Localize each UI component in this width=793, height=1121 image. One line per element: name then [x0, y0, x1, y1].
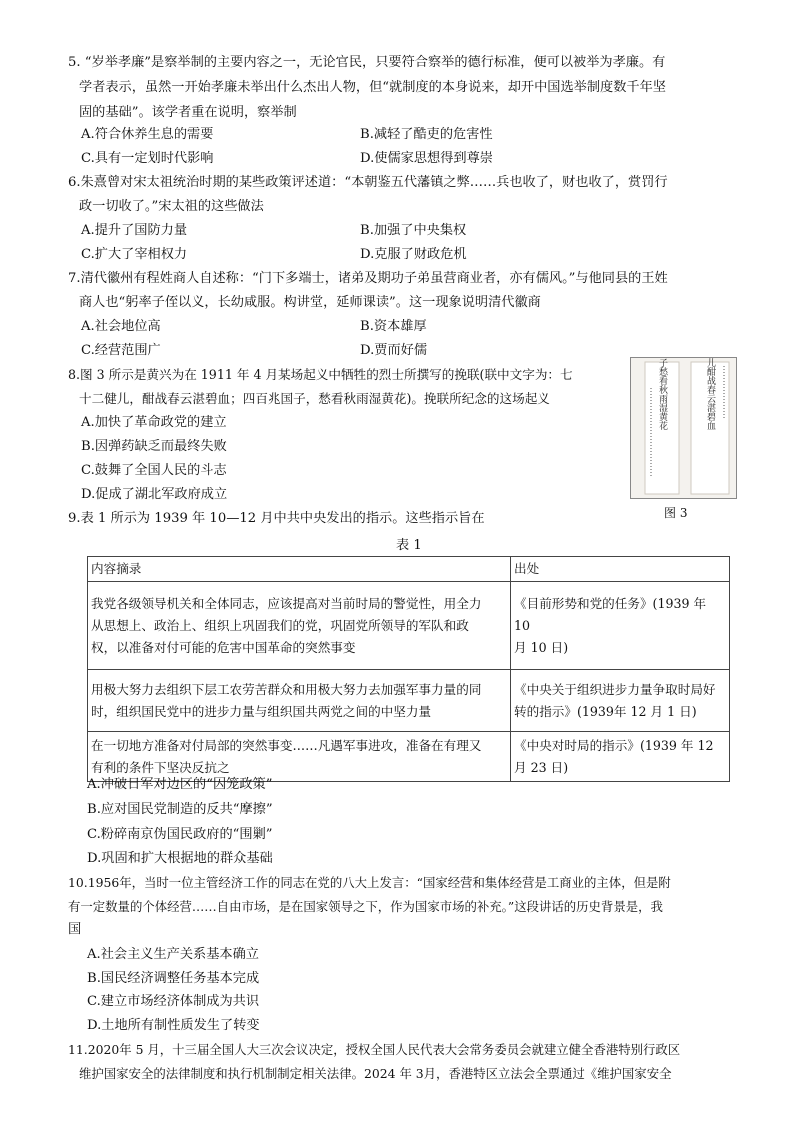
- q5-option-c: C.具有一定划时代影响: [81, 151, 214, 166]
- table-header-row: [88, 557, 730, 582]
- q7-option-c: C.经营范围广: [81, 343, 161, 358]
- q6-option-a: A.提升了国防力量: [81, 223, 188, 238]
- q10-option-a: A.社会主义生产关系基本确立: [87, 947, 259, 962]
- q7-option-d: D.贾而好儒: [360, 343, 428, 358]
- cell-line: 《中央关于组织进步力量争取时局好: [514, 681, 716, 697]
- q5-stem-line-3: 固的基础”。该学者重在说明，察举制: [79, 105, 297, 120]
- table-row: [88, 582, 730, 670]
- q6-stem-line-2: 政一切收了。”宋太祖的这些做法: [79, 199, 264, 214]
- table-caption: 表 1: [396, 538, 422, 553]
- cell-line: 月 10 日): [514, 639, 569, 655]
- q10-stem-line-3: 国: [68, 922, 82, 937]
- table-row: [88, 670, 730, 732]
- q5-stem-line-2: 学者表示，虽然一开始孝廉未举出什么杰出人物，但“就制度的本身说来，却开中国选举制度数千年坚: [79, 80, 666, 95]
- q8-option-c: C.鼓舞了全国人民的斗志: [81, 463, 227, 478]
- q9-option-b: B.应对国民党制造的反共“摩擦”: [87, 802, 273, 817]
- figure-caption: 图 3: [664, 506, 688, 520]
- table-row: [88, 732, 730, 782]
- couplet-photo: [630, 357, 737, 499]
- q8-stem-line-2: 十二健儿，酣战春云湛碧血；四百兆国子，愁看秋雨湿黄花)。挽联所纪念的这场起义: [79, 391, 550, 406]
- cell-line: 有利的条件下坚决反抗之: [91, 759, 230, 775]
- q10-option-b: B.国民经济调整任务基本完成: [87, 971, 260, 986]
- q9-option-d: D.巩固和扩大根据地的群众基础: [87, 851, 273, 866]
- q11-stem-line-2: 维护国家安全的法律制度和执行机制制定相关法律。2024 年 3月，香港特区立法会全票通过《维护国家安全: [79, 1066, 672, 1081]
- cell-line: 《目前形势和党的任务》(1939 年 10: [514, 595, 707, 633]
- q5-option-d: D.使儒家思想得到尊崇: [360, 151, 493, 166]
- table-cell-source: [511, 732, 730, 782]
- q7-option-b: B.资本雄厚: [360, 319, 427, 334]
- q10-stem-line-2: 有一定数量的个体经营……自由市场，是在国家领导之下，作为国家市场的补充。”这段讲话的历史背景是，我: [68, 899, 663, 914]
- table-header-source: 出处: [511, 557, 730, 582]
- q7-stem-line-1: 7.清代徽州有程姓商人自述称：“门下多端士，诸弟及期功子弟虽营商业者，亦有儒风。”与他同县的王姓: [68, 271, 668, 286]
- q8-option-d: D.促成了湖北军政府成立: [81, 487, 228, 502]
- couplet-left-text: 四百兆国子愁看秋雨湿黄花: [657, 358, 667, 430]
- table-cell-content: [88, 732, 511, 782]
- q11-stem-line-1: 11.2020年 5 月，十三届全国人大三次会议决定，授权全国人民代表大会常务委员会就建立健全香港特别行政区: [68, 1042, 681, 1057]
- q9-option-a: A.冲破日军对边区的“囚笼政策”: [87, 777, 273, 792]
- table-cell-content: [88, 582, 511, 670]
- cell-line: 权，以准备对付可能的危害中国革命的突然事变: [91, 639, 356, 655]
- q10-option-d: D.土地所有制性质发生了转变: [87, 1018, 260, 1033]
- q8-option-b: B.因弹药缺乏而最终失败: [81, 439, 227, 454]
- couplet-right-text: 七十二健儿酣战春云湛碧血: [705, 358, 715, 430]
- table-cell-source: [511, 670, 730, 732]
- table-cell-content: [88, 670, 511, 732]
- cell-line: 转的指示》(1939年 12 月 1 日): [514, 703, 697, 719]
- table-cell-source: [511, 582, 730, 670]
- q6-stem-line-1: 6.朱熹曾对宋太祖统治时期的某些政策评述道：“本朝鉴五代藩镇之弊……兵也收了，财也收了，赏罚行: [68, 175, 668, 190]
- instruction-table: [87, 556, 730, 782]
- q9-stem: 9.表 1 所示为 1939 年 10—12 月中共中央发出的指示。这些指示旨在: [68, 511, 485, 526]
- cell-line: 用极大努力去组织下层工农劳苦群众和用极大努力去加强军事力量的同: [91, 681, 482, 697]
- q6-option-c: C.扩大了宰相权力: [81, 247, 188, 262]
- q9-option-c: C.粉碎南京伪国民政府的“围剿”: [87, 827, 273, 842]
- q10-stem-line-1: 10.1956年，当时一位主管经济工作的同志在党的八大上发言：“国家经营和集体经营是工商业的主体，但是附: [68, 875, 671, 890]
- cell-line: 在一切地方准备对付局部的突然事变……凡遇军事进攻，准备在有理又: [91, 737, 482, 753]
- q10-option-c: C.建立市场经济体制成为共识: [87, 994, 260, 1009]
- q6-option-b: B.加强了中央集权: [360, 223, 467, 238]
- q5-option-a: A.符合休养生息的需要: [81, 127, 214, 142]
- q8-option-a: A.加快了革命政党的建立: [81, 415, 227, 430]
- q7-stem-line-2: 商人也“躬率子侄以义，长幼咸服。构讲堂，延师课读”。这一现象说明清代徽商: [79, 295, 541, 310]
- q8-stem-line-1: 8.图 3 所示是黄兴为在 1911 年 4 月某场起义中牺牲的烈士所撰写的挽联(联中文字为：七: [68, 367, 573, 382]
- cell-line: 从思想上、政治上、组织上巩固我们的党，巩固党所领导的军队和政: [91, 617, 469, 633]
- q6-option-d: D.克服了财政危机: [360, 247, 467, 262]
- q5-stem-line-1: 5. “岁举孝廉”是察举制的主要内容之一，无论官民，只要符合察举的德行标准，便可以被举为孝廉。有: [68, 55, 666, 70]
- q5-option-b: B.减轻了酷吏的危害性: [360, 127, 493, 142]
- cell-line: 时，组织国民党中的进步力量与组织国共两党之间的中坚力量: [91, 703, 432, 719]
- cell-line: 《中央对时局的指示》(1939 年 12: [514, 737, 714, 753]
- cell-line: 月 23 日): [514, 759, 569, 775]
- q7-option-a: A.社会地位高: [81, 319, 161, 334]
- cell-line: 我党各级领导机关和全体同志，应该提高对当前时局的警觉性，用全力: [91, 595, 482, 611]
- table-header-content: 内容摘录: [88, 557, 511, 582]
